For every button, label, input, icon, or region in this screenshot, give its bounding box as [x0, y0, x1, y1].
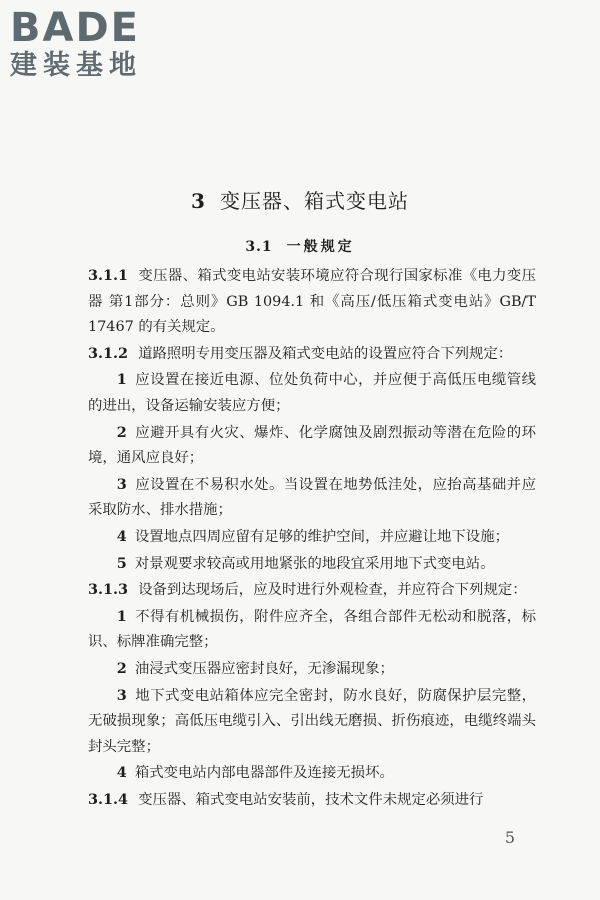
- item-text: 油浸式变压器应密封良好，无渗漏现象；: [134, 660, 394, 677]
- clause-text: 道路照明专用变压器及箱式变电站的设置应符合下列规定：: [138, 345, 513, 362]
- item-number: 4: [116, 527, 127, 545]
- item-text: 地下式变电站箱体应完全密封，防水良好，防腐保护层完整，无破损现象；高低压电缆引入、引出线无磨损、折伤痕迹，电缆终端头封头完整；: [88, 687, 536, 755]
- section-heading: [0, 236, 600, 256]
- list-item: [88, 472, 536, 524]
- item-text: 箱式变电站内部电器部件及连接无损坏。: [134, 765, 394, 782]
- item-number: 3: [116, 475, 127, 493]
- item-text: 应设置在不易积水处。当设置在地势低洼处，应抬高基础并应采取防水、排水措施；: [88, 476, 536, 519]
- section-title: 一般规定: [286, 239, 355, 255]
- clause-paragraph: [88, 787, 536, 814]
- clause-paragraph: [88, 263, 536, 341]
- item-number: 1: [116, 607, 127, 625]
- clause-text: 变压器、箱式变电站安装环境应符合现行国家标准《电力变压器 第1部分：总则》GB 1094.1 和《高压/低压箱式变电站》GB/T 17467 的有关规定。: [88, 268, 536, 336]
- page-number: 5: [504, 828, 515, 847]
- clause-number: 3.1.2: [88, 344, 129, 362]
- list-item: [88, 604, 536, 656]
- clause-number: 3.1.4: [88, 790, 129, 808]
- item-text: 设置地点四周应留有足够的维护空间，并应避让地下设施；: [134, 528, 509, 545]
- item-number: 3: [116, 686, 127, 704]
- chapter-number: 3: [191, 189, 206, 213]
- list-item: [88, 760, 536, 787]
- clause-text: 设备到达现场后，应及时进行外观检查，并应符合下列规定：: [138, 582, 527, 599]
- list-item: [88, 420, 536, 472]
- logo-wordmark: BADE: [10, 5, 140, 51]
- item-number: 5: [116, 554, 127, 572]
- item-text: 应设置在接近电源、位处负荷中心，并应便于高低压电缆管线的进出，设备运输安装应方便；: [88, 372, 536, 414]
- list-item: [88, 524, 536, 551]
- clause-number: 3.1.1: [88, 267, 129, 284]
- clause-text: 变压器、箱式变电站安装前，技术文件未规定必须进行: [138, 791, 484, 808]
- item-text: 应避开具有火灾、爆炸、化学腐蚀及剧烈振动等潜在危险的环境，通风应良好；: [88, 424, 536, 467]
- item-number: 4: [116, 764, 127, 782]
- list-item: [88, 551, 536, 578]
- item-number: 2: [116, 423, 127, 441]
- bade-logo: [10, 6, 142, 82]
- clause-number: 3.1.3: [88, 581, 129, 599]
- clause-paragraph: [88, 341, 536, 368]
- list-item: [88, 683, 536, 761]
- item-number: 1: [116, 371, 127, 389]
- clause-paragraph: [88, 577, 536, 604]
- list-item: [88, 656, 536, 683]
- list-item: [88, 367, 536, 419]
- item-text: 不得有机械损伤，附件应齐全，各组合部件无松动和脱落，标识、标牌准确完整；: [88, 608, 536, 651]
- document-body: [88, 263, 536, 813]
- chapter-title: 变压器、箱式变电站: [219, 189, 409, 213]
- item-text: 对景观要求较高或用地紧张的地段宜采用地下式变电站。: [134, 555, 495, 572]
- logo-subtitle: 建装基地: [10, 50, 142, 81]
- section-number: 3.1: [245, 239, 273, 255]
- chapter-heading: [0, 185, 600, 214]
- item-number: 2: [116, 659, 127, 677]
